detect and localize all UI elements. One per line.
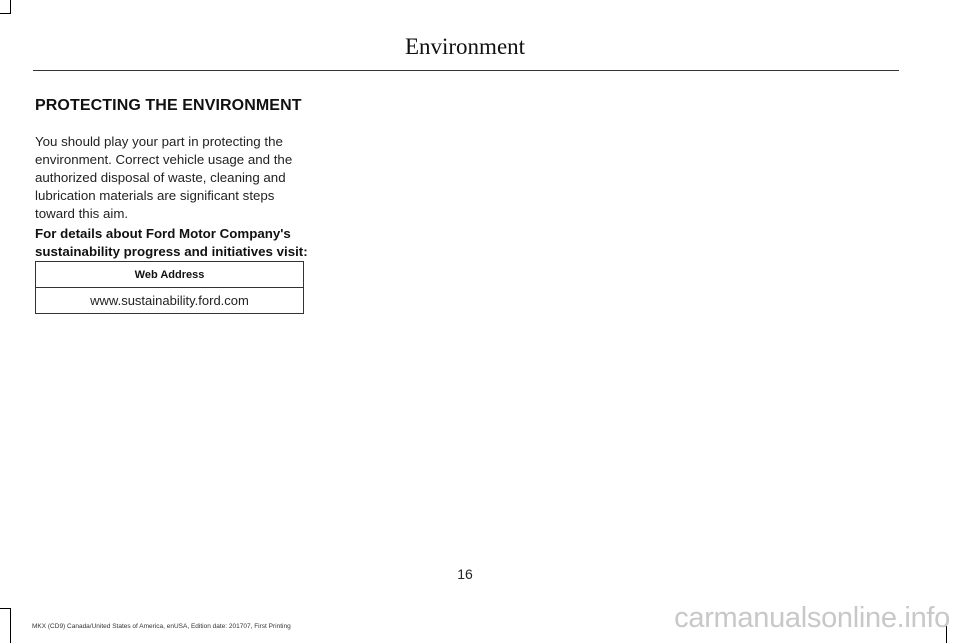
web-address-table	[35, 261, 304, 314]
crop-mark-bottom-left-horizontal	[0, 608, 11, 609]
body-paragraph: You should play your part in protecting the environment. Correct vehicle usage and the authorized disposal of waste, cleaning and lubrication materials are significant steps toward this aim.	[35, 134, 293, 221]
details-intro: For details about Ford Motor Company's sustainability progress and initiatives visit:	[35, 226, 308, 259]
web-address-cell[interactable]: www.sustainability.ford.com	[36, 288, 304, 314]
edition-footer: MKX (CD9) Canada/United States of America, enUSA, Edition date: 201707, First Printing	[32, 623, 291, 630]
crop-mark-top-left-vertical	[10, 0, 11, 14]
crop-mark-top-left-horizontal	[0, 13, 11, 14]
page-header-title: Environment	[404, 34, 526, 59]
watermark-text: carmanualsonline.info	[674, 602, 950, 634]
table-header-row	[36, 262, 304, 288]
table-row	[36, 288, 304, 314]
crop-mark-bottom-left-vertical	[10, 608, 11, 643]
header-divider	[33, 70, 899, 71]
page-number: 16	[457, 566, 473, 582]
section-heading: PROTECTING THE ENVIRONMENT	[35, 97, 302, 114]
table-header-web-address: Web Address	[36, 262, 304, 288]
